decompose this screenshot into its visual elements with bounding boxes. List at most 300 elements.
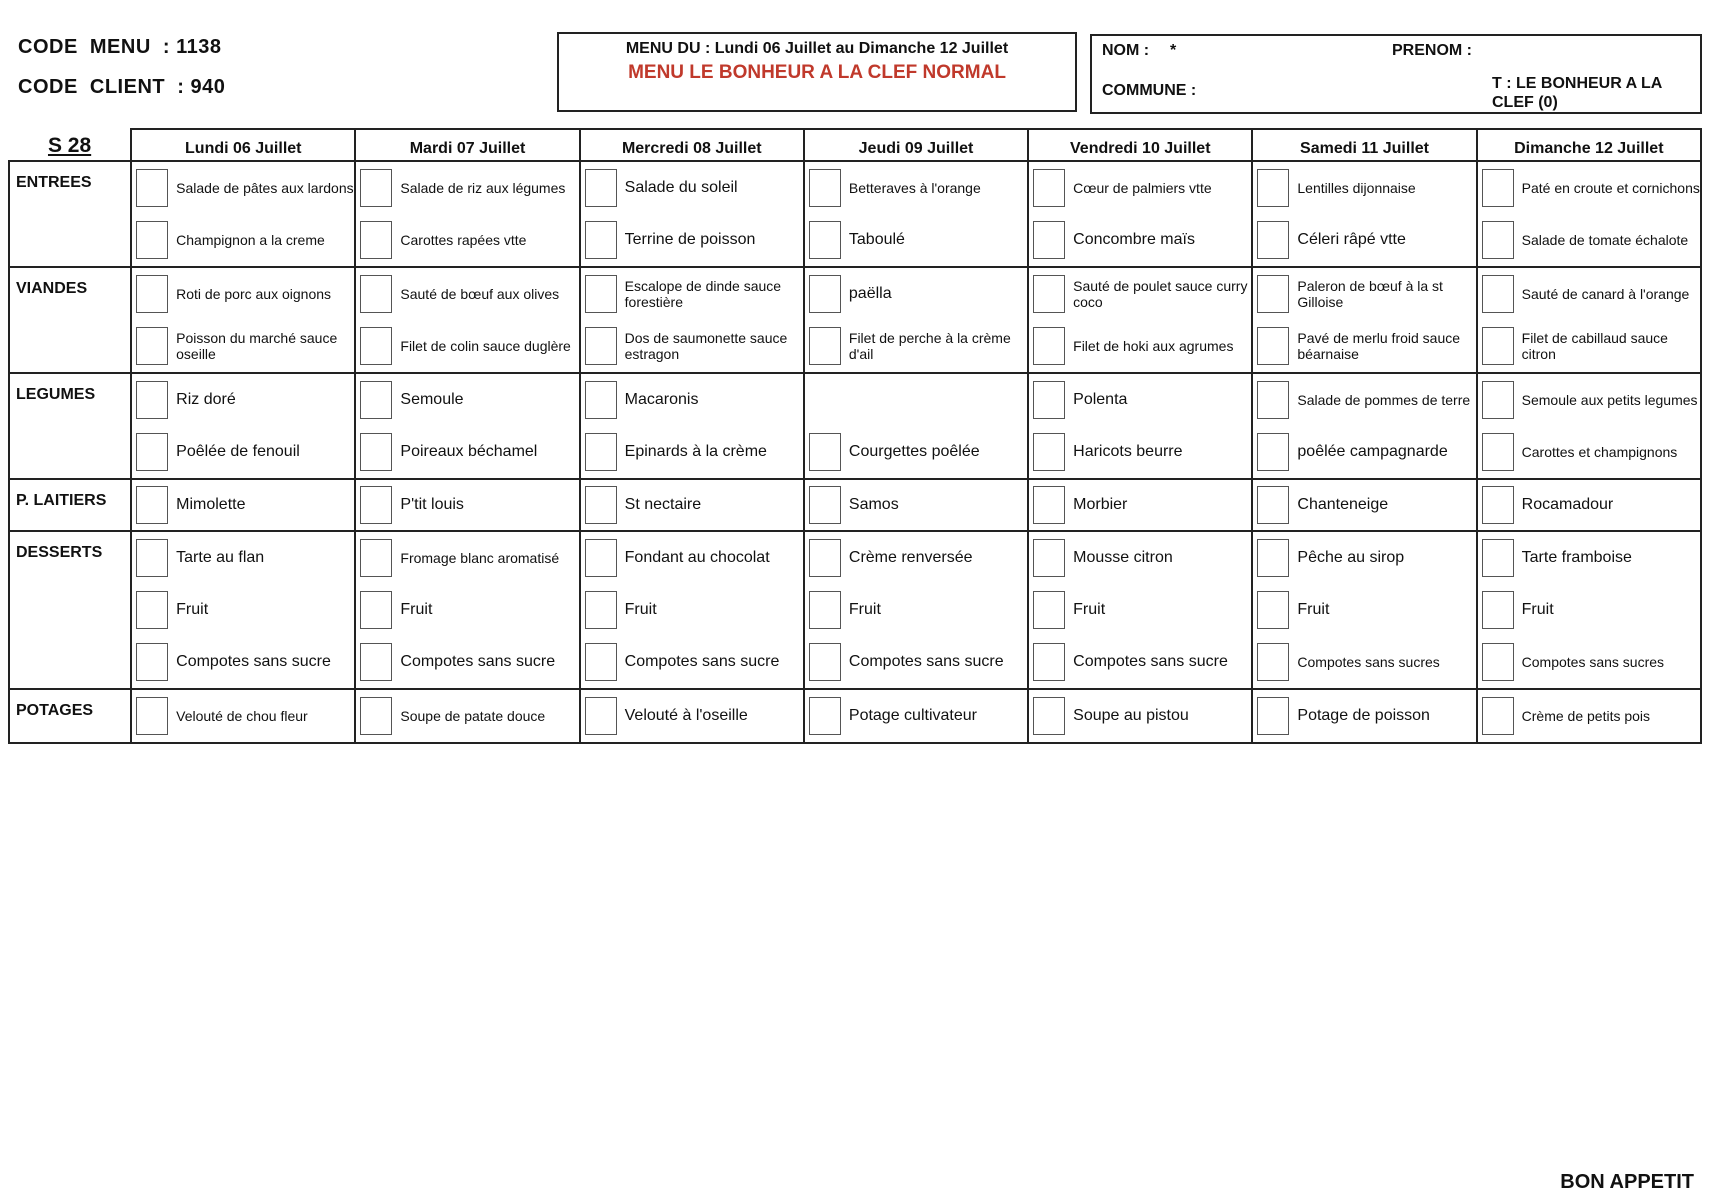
dish-label: Riz doré (176, 391, 236, 408)
day-cell (1477, 373, 1701, 479)
day-cell (1252, 689, 1476, 743)
choice-checkbox[interactable] (809, 327, 841, 365)
choice-checkbox[interactable] (1257, 327, 1289, 365)
menu-option (805, 690, 1027, 742)
dish-label: Poireaux béchamel (400, 443, 538, 460)
menu-option (1478, 162, 1700, 214)
day-cell (804, 161, 1028, 267)
day-cell (580, 267, 804, 373)
category-row (9, 531, 1701, 689)
week-number: S 28 (9, 129, 131, 161)
dish-label: Fruit (400, 601, 433, 618)
choice-checkbox[interactable] (1033, 433, 1065, 471)
dish-label: Macaronis (624, 391, 699, 408)
menu-option (805, 480, 1027, 530)
choice-checkbox[interactable] (585, 697, 617, 735)
category-label: VIANDES (9, 267, 131, 373)
menu-option (1478, 636, 1700, 688)
category-row (9, 161, 1701, 267)
menu-option (805, 426, 1027, 478)
menu-option (132, 320, 354, 372)
nom-value[interactable]: * (1170, 42, 1177, 59)
day-cell (804, 531, 1028, 689)
choice-checkbox[interactable] (809, 486, 841, 524)
menu-option (1253, 690, 1475, 742)
choice-checkbox[interactable] (1482, 381, 1514, 419)
menu-option (1478, 584, 1700, 636)
dish-label: Fromage blanc aromatisé (400, 550, 560, 566)
day-cell (131, 373, 355, 479)
menu-option (1029, 374, 1251, 426)
menu-option (1253, 268, 1475, 320)
day-header: Mercredi 08 Juillet (580, 129, 804, 161)
dish-label: Dos de saumonette sauce estragon (624, 330, 788, 362)
dish-label: Taboulé (848, 231, 905, 248)
choice-checkbox[interactable] (1257, 433, 1289, 471)
menu-option (1478, 426, 1700, 478)
dish-label: Velouté à l'oseille (624, 707, 748, 724)
choice-checkbox[interactable] (136, 275, 168, 313)
day-cell (131, 267, 355, 373)
menu-option (356, 268, 578, 320)
menu-option (581, 532, 803, 584)
menu-option (805, 374, 1027, 426)
day-cell (1252, 161, 1476, 267)
day-header: Samedi 11 Juillet (1252, 129, 1476, 161)
dish-label: Salade de pommes de terre (1297, 392, 1471, 408)
day-cell (1477, 531, 1701, 689)
dish-label: Fruit (624, 601, 657, 618)
dish-label: Poisson du marché sauce oseille (176, 330, 338, 362)
menu-option (356, 584, 578, 636)
day-header: Lundi 06 Juillet (131, 129, 355, 161)
menu-title: MENU LE BONHEUR A LA CLEF NORMAL (628, 62, 1006, 83)
dish-label: Polenta (1073, 391, 1128, 408)
menu-option (581, 480, 803, 530)
dish-label: Fruit (1297, 601, 1330, 618)
choice-checkbox[interactable] (585, 327, 617, 365)
menu-option (1029, 584, 1251, 636)
day-cell (804, 479, 1028, 531)
choice-checkbox[interactable] (1482, 539, 1514, 577)
day-cell (1477, 689, 1701, 743)
dish-label: Compotes sans sucre (176, 653, 331, 670)
dish-label: paëlla (848, 285, 892, 302)
choice-checkbox[interactable] (360, 697, 392, 735)
choice-checkbox[interactable] (1033, 486, 1065, 524)
dish-label: Carottes et champignons (1521, 444, 1678, 460)
dish-label: Soupe au pistou (1073, 707, 1189, 724)
choice-checkbox[interactable] (1257, 221, 1289, 259)
menu-option (581, 690, 803, 742)
choice-checkbox[interactable] (585, 381, 617, 419)
category-row (9, 479, 1701, 531)
menu-option (581, 374, 803, 426)
day-header: Dimanche 12 Juillet (1477, 129, 1701, 161)
day-cell (355, 267, 579, 373)
day-cell (1028, 689, 1252, 743)
menu-option (1478, 532, 1700, 584)
day-cell (355, 531, 579, 689)
dish-label: Pavé de merlu froid sauce béarnaise (1297, 330, 1461, 362)
day-cell (1028, 479, 1252, 531)
day-cell (131, 479, 355, 531)
choice-checkbox[interactable] (360, 539, 392, 577)
menu-option (132, 636, 354, 688)
menu-title-box (557, 32, 1077, 112)
code-client-row (18, 76, 225, 116)
choice-checkbox[interactable] (1482, 486, 1514, 524)
choice-checkbox[interactable] (1257, 539, 1289, 577)
dish-label: Crème de petits pois (1521, 708, 1651, 724)
choice-checkbox[interactable] (809, 539, 841, 577)
choice-checkbox[interactable] (360, 275, 392, 313)
dish-label: poêlée campagnarde (1297, 443, 1448, 460)
dish-label: Tarte au flan (176, 549, 265, 566)
day-header: Mardi 07 Juillet (355, 129, 579, 161)
day-cell (1028, 267, 1252, 373)
dish-label: Terrine de poisson (624, 231, 756, 248)
dish-label: Semoule aux petits legumes (1521, 392, 1698, 408)
dish-label: Sauté de bœuf aux olives (400, 286, 560, 302)
dish-label: Compotes sans sucre (400, 653, 556, 670)
choice-checkbox[interactable] (1482, 697, 1514, 735)
choice-checkbox[interactable] (136, 433, 168, 471)
dish-label: Courgettes poêlée (848, 443, 980, 460)
choice-checkbox[interactable] (136, 221, 168, 259)
day-cell (1028, 373, 1252, 479)
choice-checkbox[interactable] (136, 327, 168, 365)
menu-option (805, 636, 1027, 688)
choice-checkbox[interactable] (136, 169, 168, 207)
menu-option (805, 584, 1027, 636)
dish-label: Poêlée de fenouil (176, 443, 300, 460)
dish-label: Fruit (1073, 601, 1106, 618)
dish-label: Paleron de bœuf à la st Gilloise (1297, 278, 1443, 310)
choice-checkbox[interactable] (809, 221, 841, 259)
dish-label: Morbier (1073, 496, 1128, 513)
day-cell (804, 267, 1028, 373)
menu-option (581, 162, 803, 214)
choice-checkbox[interactable] (585, 643, 617, 681)
day-cell (1477, 161, 1701, 267)
dish-label: Mimolette (176, 496, 246, 513)
day-cell (131, 531, 355, 689)
menu-dates: MENU DU : Lundi 06 Juillet au Dimanche 12 Juillet (625, 40, 1009, 57)
category-label: LEGUMES (9, 373, 131, 479)
menu-option (356, 162, 578, 214)
dish-label: Pêche au sirop (1297, 549, 1405, 566)
choice-checkbox[interactable] (360, 221, 392, 259)
dish-label: Salade de riz aux légumes (400, 180, 566, 196)
day-cell (580, 689, 804, 743)
menu-option (805, 214, 1027, 266)
day-cell (580, 161, 804, 267)
category-row (9, 373, 1701, 479)
dish-label: Soupe de patate douce (400, 708, 546, 724)
day-cell (580, 479, 804, 531)
dish-label: Escalope de dinde sauce forestière (624, 278, 782, 310)
dish-label: Lentilles dijonnaise (1297, 180, 1416, 196)
choice-checkbox[interactable] (1033, 381, 1065, 419)
dish-label: Potage de poisson (1297, 707, 1430, 724)
dish-label: Champignon a la creme (176, 232, 325, 248)
day-header: Vendredi 10 Juillet (1028, 129, 1252, 161)
category-label: POTAGES (9, 689, 131, 743)
choice-checkbox[interactable] (1257, 275, 1289, 313)
menu-option (581, 214, 803, 266)
dish-label: Carottes rapées vtte (400, 232, 527, 248)
dish-label: Semoule (400, 391, 464, 408)
day-cell (131, 689, 355, 743)
choice-checkbox[interactable] (360, 643, 392, 681)
dish-label: Potage cultivateur (848, 707, 977, 724)
dish-label: Crème renversée (848, 549, 973, 566)
choice-checkbox[interactable] (585, 433, 617, 471)
dish-label: Filet de colin sauce duglère (400, 338, 571, 354)
choice-checkbox[interactable] (360, 327, 392, 365)
code-client-value: 940 (190, 76, 226, 98)
client-info-box (1090, 34, 1702, 114)
choice-checkbox[interactable] (360, 433, 392, 471)
menu-option (1253, 374, 1475, 426)
menu-option (581, 636, 803, 688)
choice-checkbox[interactable] (1033, 643, 1065, 681)
menu-option (1478, 268, 1700, 320)
dish-label: Compotes sans sucres (1297, 654, 1440, 670)
menu-option (356, 374, 578, 426)
choice-checkbox[interactable] (136, 539, 168, 577)
menu-option (356, 426, 578, 478)
menu-option (356, 214, 578, 266)
dish-label: Filet de hoki aux agrumes (1073, 338, 1234, 354)
menu-option (805, 268, 1027, 320)
choice-checkbox[interactable] (1482, 327, 1514, 365)
dish-label: Paté en croute et cornichons (1521, 180, 1700, 196)
choice-checkbox[interactable] (1033, 539, 1065, 577)
choice-checkbox[interactable] (136, 643, 168, 681)
category-label: ENTREES (9, 161, 131, 267)
choice-checkbox[interactable] (809, 433, 841, 471)
dish-label: Filet de perche à la crème d'ail (848, 330, 1011, 362)
category-label: P. LAITIERS (9, 479, 131, 531)
menu-option (356, 480, 578, 530)
menu-option (1029, 480, 1251, 530)
choice-checkbox[interactable] (1033, 697, 1065, 735)
category-row (9, 689, 1701, 743)
choice-checkbox[interactable] (1482, 433, 1514, 471)
dish-label: Samos (848, 496, 899, 513)
dish-label: P'tit louis (400, 496, 464, 513)
day-cell (1477, 267, 1701, 373)
choice-checkbox[interactable] (809, 697, 841, 735)
codes-block (18, 36, 225, 116)
dish-label: Roti de porc aux oignons (176, 286, 332, 302)
dish-label: Velouté de chou fleur (176, 708, 308, 724)
menu-option (356, 690, 578, 742)
menu-option (1253, 214, 1475, 266)
menu-option (581, 584, 803, 636)
dish-label: Compotes sans sucre (1073, 653, 1228, 670)
choice-checkbox[interactable] (1257, 591, 1289, 629)
choice-checkbox[interactable] (1033, 221, 1065, 259)
menu-option (1029, 320, 1251, 372)
menu-option (1253, 584, 1475, 636)
day-cell (1028, 531, 1252, 689)
day-cell (355, 479, 579, 531)
choice-checkbox[interactable] (1033, 591, 1065, 629)
dish-label: Salade de tomate échalote (1521, 232, 1689, 248)
menu-option (1478, 214, 1700, 266)
choice-checkbox[interactable] (1257, 486, 1289, 524)
menu-option (132, 162, 354, 214)
code-menu-value: 1138 (176, 36, 222, 58)
menu-option (1029, 690, 1251, 742)
dish-label: Sauté de canard à l'orange (1521, 286, 1690, 302)
dish-label: Haricots beurre (1073, 443, 1183, 460)
choice-checkbox[interactable] (585, 221, 617, 259)
dish-label: Mousse citron (1073, 549, 1173, 566)
choice-checkbox[interactable] (809, 275, 841, 313)
choice-checkbox[interactable] (136, 697, 168, 735)
choice-checkbox[interactable] (585, 486, 617, 524)
day-cell (1252, 531, 1476, 689)
day-cell (1477, 479, 1701, 531)
dish-label: Compotes sans sucres (1521, 654, 1665, 670)
choice-checkbox[interactable] (1482, 275, 1514, 313)
menu-option (1029, 214, 1251, 266)
day-cell (804, 373, 1028, 479)
choice-checkbox[interactable] (585, 539, 617, 577)
choice-checkbox[interactable] (1482, 591, 1514, 629)
choice-checkbox[interactable] (809, 169, 841, 207)
dish-label: Betteraves à l'orange (848, 180, 981, 196)
choice-checkbox[interactable] (1482, 169, 1514, 207)
days-header-row (9, 129, 1701, 161)
menu-option (1253, 426, 1475, 478)
menu-option (356, 320, 578, 372)
day-cell (580, 531, 804, 689)
dish-label: Concombre maïs (1073, 231, 1195, 248)
dish-label: Salade du soleil (624, 179, 738, 196)
menu-grid (8, 128, 1702, 744)
code-menu-row (18, 36, 225, 76)
code-client-label: CODE CLIENT : (18, 76, 185, 98)
dish-label: Sauté de poulet sauce curry coco (1073, 278, 1248, 310)
menu-option (581, 268, 803, 320)
menu-option (356, 532, 578, 584)
choice-checkbox[interactable] (360, 591, 392, 629)
menu-option (581, 426, 803, 478)
choice-checkbox[interactable] (1033, 169, 1065, 207)
menu-option (132, 374, 354, 426)
menu-option (132, 584, 354, 636)
menu-option (132, 426, 354, 478)
dish-label: Chanteneige (1297, 496, 1389, 513)
day-cell (1252, 373, 1476, 479)
day-cell (355, 689, 579, 743)
choice-checkbox[interactable] (1482, 643, 1514, 681)
dish-label: St nectaire (624, 496, 702, 513)
day-cell (131, 161, 355, 267)
day-cell (804, 689, 1028, 743)
dish-label: Fruit (1521, 601, 1554, 618)
day-cell (355, 161, 579, 267)
menu-option (1478, 320, 1700, 372)
menu-option (1029, 532, 1251, 584)
dish-label: Fondant au chocolat (624, 549, 770, 566)
day-cell (1028, 161, 1252, 267)
menu-option (581, 320, 803, 372)
category-row (9, 267, 1701, 373)
choice-checkbox[interactable] (136, 381, 168, 419)
choice-checkbox[interactable] (136, 591, 168, 629)
choice-checkbox[interactable] (1033, 327, 1065, 365)
day-cell (1252, 479, 1476, 531)
code-menu-label: CODE MENU : (18, 36, 171, 58)
category-label: DESSERTS (9, 531, 131, 689)
menu-option (1253, 636, 1475, 688)
day-cell (1252, 267, 1476, 373)
bon-appetit: BON APPETIT (1560, 1171, 1694, 1193)
commune-label: COMMUNE : (1102, 82, 1197, 99)
nom-label: NOM : (1102, 42, 1150, 59)
choice-checkbox[interactable] (360, 169, 392, 207)
menu-option (1253, 162, 1475, 214)
choice-checkbox[interactable] (1257, 697, 1289, 735)
menu-option (132, 480, 354, 530)
choice-checkbox[interactable] (585, 591, 617, 629)
menu-option (805, 320, 1027, 372)
menu-option (1029, 268, 1251, 320)
choice-checkbox[interactable] (360, 486, 392, 524)
choice-checkbox[interactable] (1257, 381, 1289, 419)
menu-option (1253, 532, 1475, 584)
choice-checkbox[interactable] (1482, 221, 1514, 259)
menu-option (1253, 320, 1475, 372)
menu-option (1029, 162, 1251, 214)
choice-checkbox[interactable] (1257, 643, 1289, 681)
choice-checkbox[interactable] (1033, 275, 1065, 313)
choice-checkbox[interactable] (1257, 169, 1289, 207)
menu-option (1478, 374, 1700, 426)
choice-checkbox[interactable] (585, 275, 617, 313)
choice-checkbox[interactable] (360, 381, 392, 419)
menu-option (1253, 480, 1475, 530)
dish-label: Salade de pâtes aux lardons (176, 180, 354, 196)
choice-checkbox[interactable] (585, 169, 617, 207)
day-cell (355, 373, 579, 479)
day-cell (580, 373, 804, 479)
dish-label: Tarte framboise (1521, 549, 1632, 566)
dish-label: Compotes sans sucre (848, 653, 1004, 670)
menu-option (132, 268, 354, 320)
menu-option (1029, 426, 1251, 478)
dish-label: Rocamadour (1521, 496, 1614, 513)
choice-checkbox[interactable] (809, 643, 841, 681)
menu-option (132, 690, 354, 742)
menu-option (1478, 480, 1700, 530)
choice-checkbox[interactable] (136, 486, 168, 524)
menu-option (805, 532, 1027, 584)
tournee-label: T : LE BONHEUR A LA CLEF (0) (1492, 75, 1662, 111)
day-header: Jeudi 09 Juillet (804, 129, 1028, 161)
menu-option (356, 636, 578, 688)
dish-label: Fruit (848, 601, 881, 618)
choice-checkbox[interactable] (809, 591, 841, 629)
dish-label: Céleri râpé vtte (1297, 231, 1406, 248)
dish-label: Fruit (176, 601, 209, 618)
